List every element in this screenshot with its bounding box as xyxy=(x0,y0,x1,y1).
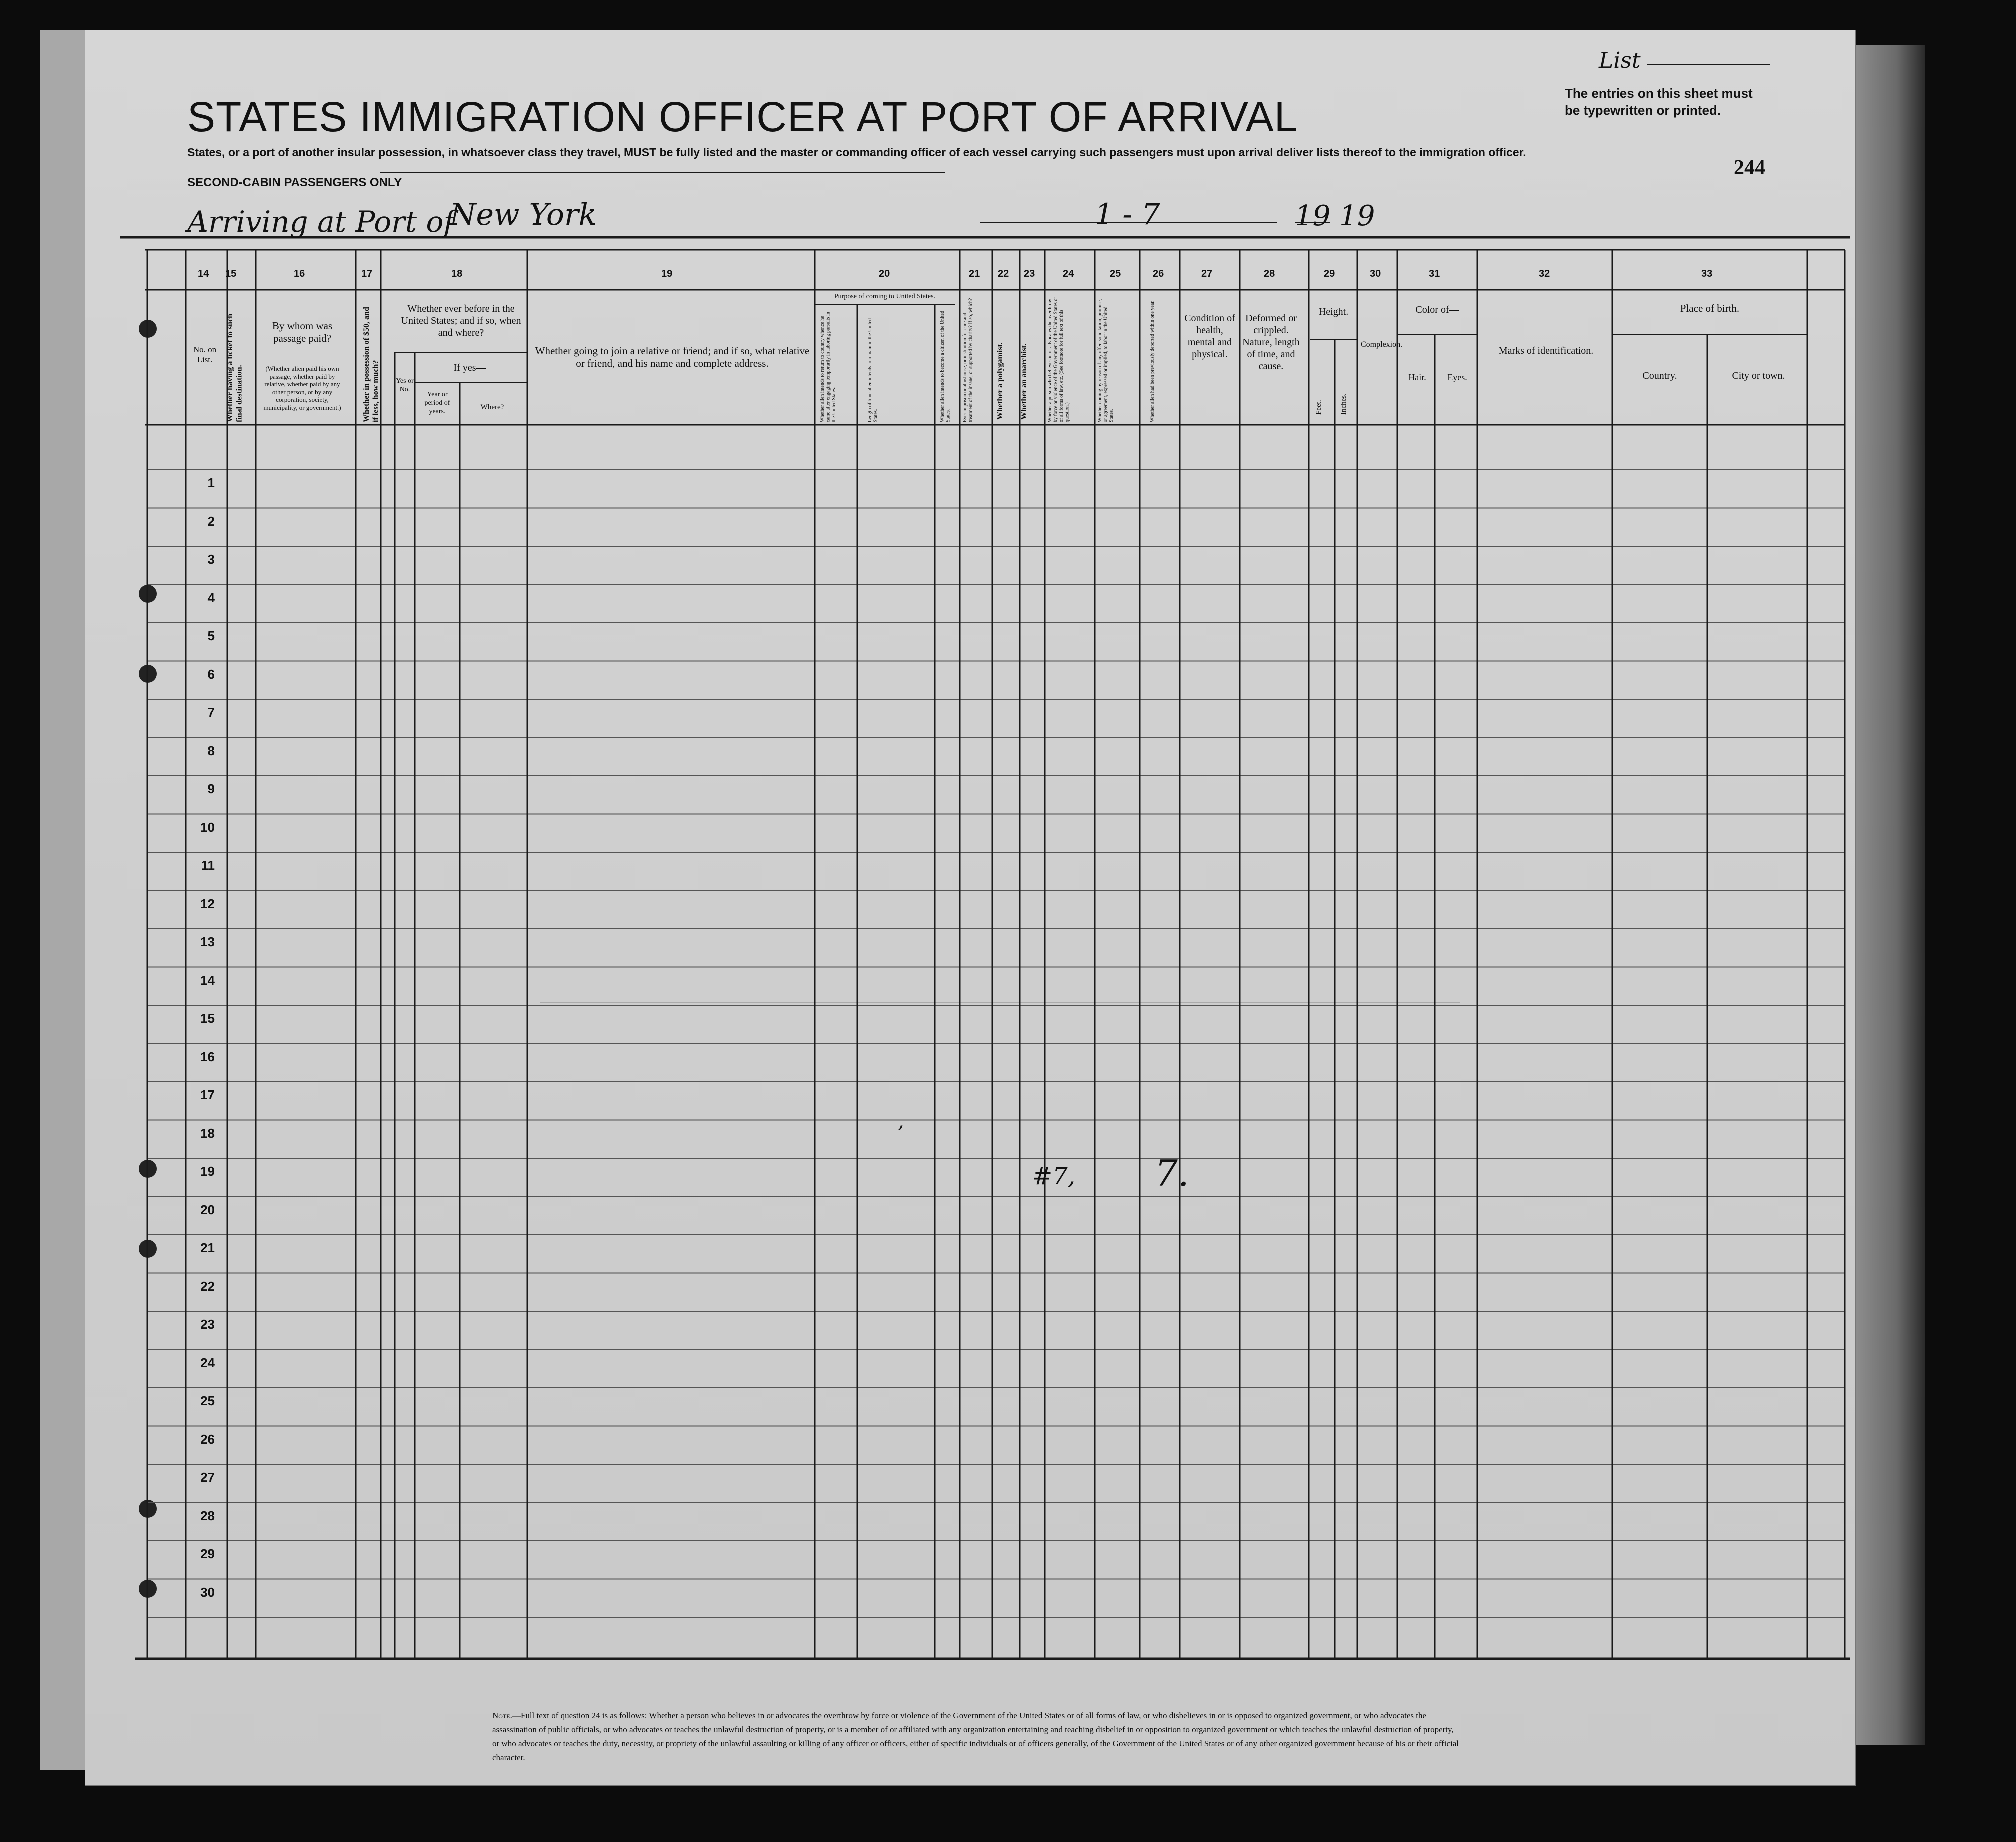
col-26-label: Whether alien had been previously deported within one year. xyxy=(1150,300,1155,422)
row-number: 2 xyxy=(207,514,215,529)
date-value: 1 - 7 xyxy=(1095,198,1160,232)
col-20-b: Length of time alien intends to remain in the United States. xyxy=(867,318,879,422)
col-19-label: Whether going to join a relative or friend; and if so, what relative or friend, and his name and complete address. xyxy=(535,345,810,370)
row-number: 16 xyxy=(200,1049,215,1064)
column-number-20: 20 xyxy=(879,268,890,280)
footnote-text: —Full text of question 24 is as follows: Whether a person who believes in or advocates the overthrow by force or violence of the Government of the United States or of all forms of law, or who disbelieves in or is opposed to organized government, or who advocates the assassination of public officials, or who advocates or teaches the unlawful destruction of property, or is a member of or affiliated with any organization entertaining and teaching disbelief in or opposition to organized government or which teaches the unlawful destruction of property, or who advocates or teaches the duty, necessity, or propriety of the unlawful assaulting or killing of any officer or officers, either of specific individuals or of officers generally, of the Government of the United States or of any other organized government because of his or their official character. xyxy=(492,1711,1459,1763)
row-number: 22 xyxy=(200,1278,215,1294)
typewritten-note-1: The entries on this sheet must xyxy=(1565,86,1753,101)
handwritten-mark: #7, xyxy=(1032,1162,1076,1190)
col-16-sub: (Whether alien paid his own passage, whether paid by relative, whether paid by any other person, or by any corporation, society, municipality, or government.) xyxy=(263,365,341,412)
col-18-if-yes: If yes— xyxy=(453,362,486,374)
col-25-label: Whether coming by reason of any offer, solicitation, promise, or agreement, expressed or implied, to labor in the United States. xyxy=(1097,299,1114,422)
column-number-25: 25 xyxy=(1110,268,1121,280)
row-number: 18 xyxy=(200,1126,215,1141)
row-number: 8 xyxy=(207,743,215,758)
col-33-city: City or town. xyxy=(1732,370,1785,382)
column-number-30: 30 xyxy=(1370,268,1381,280)
row-number: 30 xyxy=(200,1584,215,1600)
row-number: 20 xyxy=(200,1202,215,1218)
row-number: 26 xyxy=(200,1432,215,1447)
column-number-28: 28 xyxy=(1264,268,1275,280)
footnote-lead: Note. xyxy=(492,1711,512,1720)
row-number: 23 xyxy=(200,1317,215,1332)
row-number: 4 xyxy=(207,590,215,606)
row-number: 21 xyxy=(200,1240,215,1256)
column-number-24: 24 xyxy=(1063,268,1074,280)
instruction-line: States, or a port of another insular possession, in whatsoever class they travel, MUST be fully listed and the master or commanding officer of each vessel carrying such passengers must upon arrival deliver lists thereof to the immigration officer. xyxy=(187,146,1526,159)
col-32-label: Marks of identification. xyxy=(1498,346,1594,356)
handwritten-mark: ’ xyxy=(897,1122,904,1146)
row-number: 24 xyxy=(200,1355,215,1370)
column-number-26: 26 xyxy=(1153,268,1164,280)
col-27-label: Condition of health, mental and physical. xyxy=(1184,313,1235,360)
col-24-label: Whether a person who believes in or advocates the overthrow by force or violence of the Government of the United States or of all forms of law, etc. (See footnote for full text of this question.) xyxy=(1047,297,1070,422)
col-18-yes-no: Yes or No. xyxy=(396,378,414,394)
col-23-label: Whether an anarchist. xyxy=(1020,344,1028,420)
row-number: 7 xyxy=(207,705,215,720)
list-label: List xyxy=(1599,48,1641,74)
row-number: 11 xyxy=(201,858,215,873)
column-number-29: 29 xyxy=(1324,268,1335,280)
col-29-feet: Feet. xyxy=(1315,400,1323,415)
column-number-18: 18 xyxy=(451,268,463,280)
col-22-label: Whether a polygamist. xyxy=(996,342,1004,420)
second-cabin-label: SECOND-CABIN PASSENGERS ONLY xyxy=(187,176,402,190)
col-14-label: No. on List. xyxy=(193,345,217,365)
row-number: 1 xyxy=(207,476,215,490)
column-number-32: 32 xyxy=(1539,268,1550,280)
row-number: 27 xyxy=(200,1470,215,1485)
row-number: 19 xyxy=(200,1164,215,1179)
col-21-label: Ever in prison or almshouse, or institution for care and treatment of the insane, or supported by charity? If so, which? xyxy=(962,298,974,422)
arriving-label: Arriving at Port of xyxy=(187,205,454,239)
col-18-label: Whether ever before in the United States; and if so, when and where? xyxy=(401,304,521,338)
row-number: 10 xyxy=(200,820,215,835)
page-number: 244 xyxy=(1734,156,1765,180)
row-number: 17 xyxy=(200,1088,215,1102)
column-number-19: 19 xyxy=(661,268,673,280)
row-number: 5 xyxy=(207,628,215,644)
row-number: 29 xyxy=(200,1546,215,1562)
column-number-17: 17 xyxy=(361,268,373,280)
column-number-14: 14 xyxy=(198,268,209,280)
row-number: 9 xyxy=(207,782,215,796)
col-31-eyes: Eyes. xyxy=(1447,372,1467,382)
column-number-15: 15 xyxy=(225,268,237,280)
col-28-label: Deformed or crippled. Nature, length of time, and cause. xyxy=(1242,313,1300,372)
col-29-label: Height. xyxy=(1318,306,1349,318)
column-number-23: 23 xyxy=(1024,268,1035,280)
row-number: 28 xyxy=(200,1508,215,1524)
row-number: 25 xyxy=(200,1394,215,1408)
handwritten-mark: 7. xyxy=(1155,1152,1189,1194)
column-number-22: 22 xyxy=(998,268,1009,280)
year-value: 19 19 xyxy=(1295,200,1375,232)
row-number: 15 xyxy=(200,1011,215,1026)
col-20-a: Whether alien intends to return to country whence he came after engaging temporarily in laboring pursuits in the United States. xyxy=(820,312,837,422)
col-15-label: Whether having a ticket to such final destination. xyxy=(226,314,244,422)
col-18-year: Year or period of years. xyxy=(424,391,450,416)
typewritten-note-2: be typewritten or printed. xyxy=(1565,103,1721,118)
column-number-31: 31 xyxy=(1429,268,1440,280)
column-number-27: 27 xyxy=(1201,268,1213,280)
col-20-c: Whether alien intends to become a citizen of the United States. xyxy=(940,311,951,422)
col-16-label: By whom was passage paid? xyxy=(272,320,333,345)
row-number: 6 xyxy=(207,666,215,682)
form-title: STATES IMMIGRATION OFFICER AT PORT OF ARRIVAL xyxy=(187,94,1298,140)
question-24-footnote xyxy=(492,1709,1462,1765)
col-30-label: Complexion. xyxy=(1361,340,1403,349)
row-number: 13 xyxy=(200,934,215,950)
column-number-33: 33 xyxy=(1701,268,1713,280)
column-number-16: 16 xyxy=(294,268,305,280)
row-number: 12 xyxy=(200,896,215,912)
col-17-label: Whether in possession of $50, and if less, how much? xyxy=(362,307,380,422)
col-18-where: Where? xyxy=(480,404,504,412)
col-33-label: Place of birth. xyxy=(1680,302,1740,314)
col-31-label: Color of— xyxy=(1415,304,1459,316)
row-number: 14 xyxy=(200,972,215,988)
col-29-inches: Inches. xyxy=(1340,394,1348,415)
col-31-hair: Hair. xyxy=(1408,372,1426,382)
col-20-label: Purpose of coming to United States. xyxy=(834,293,936,300)
col-33-country: Country. xyxy=(1642,370,1677,382)
port-value: New York xyxy=(450,198,597,232)
column-number-21: 21 xyxy=(969,268,980,280)
row-number: 3 xyxy=(207,552,215,567)
